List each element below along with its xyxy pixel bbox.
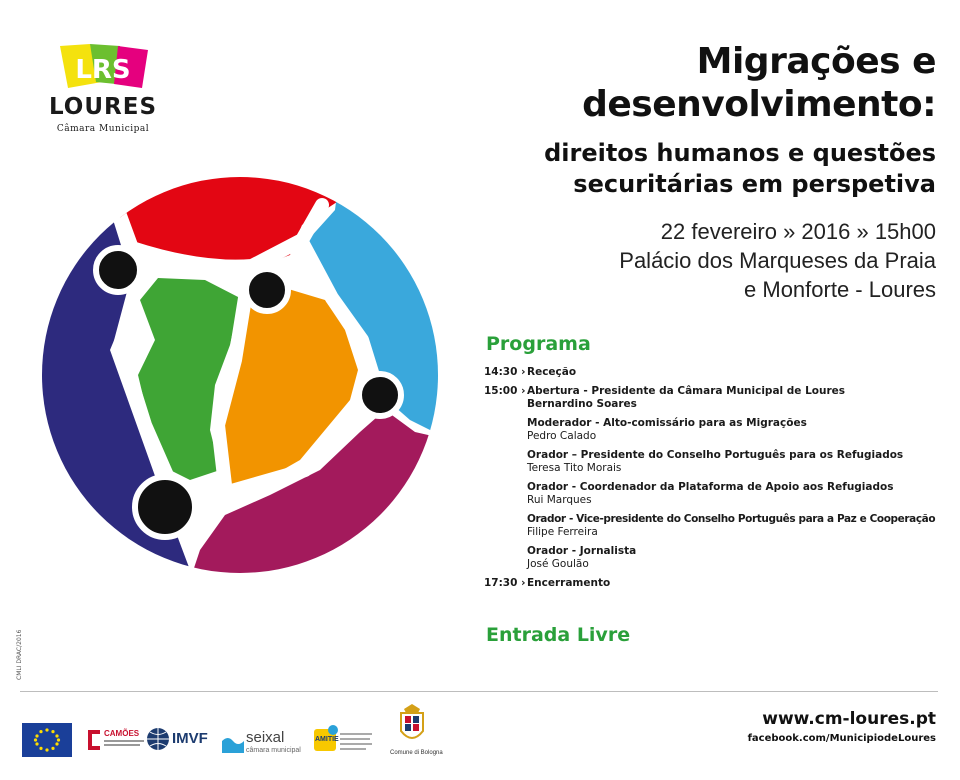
dot-2	[246, 269, 288, 311]
speaker-entry	[527, 417, 944, 443]
speaker-entry	[527, 449, 944, 475]
poster-title	[456, 40, 936, 126]
speaker-entry	[527, 513, 944, 539]
program-item-opening	[484, 385, 944, 411]
loures-logo	[38, 38, 168, 148]
globe-icon	[146, 727, 170, 751]
speaker-role: Orador - Coordenador da Plataforma de Apoio aos Refugiados	[527, 481, 894, 493]
bologna-name: Comune di Bologna	[390, 750, 443, 756]
title-line-2: desenvolvimento:	[582, 84, 936, 125]
subtitle-line-2: securitárias em perspetiva	[573, 170, 936, 198]
speaker-entry	[527, 481, 944, 507]
program-person: Bernardino Soares	[527, 398, 637, 410]
program-label: Receção	[527, 366, 577, 378]
imvf-name: IMVF	[172, 730, 208, 747]
eu-flag-icon	[22, 723, 72, 757]
lrs-logo-mark	[38, 38, 168, 94]
venue-line-1: Palácio dos Marqueses da Praia	[619, 248, 936, 273]
speaker-name: Teresa Tito Morais	[527, 462, 622, 474]
program-speakers	[484, 417, 944, 571]
speaker-entry	[527, 545, 944, 571]
program-time: 15:00 ›	[484, 385, 526, 397]
dot-1	[96, 248, 140, 292]
event-venue	[456, 246, 936, 304]
bologna-crest-icon	[398, 703, 426, 747]
program-role: Abertura - Presidente da Câmara Municipal de Loures	[527, 385, 846, 397]
speaker-name: Rui Marques	[527, 494, 592, 506]
camoes-name: CAMÕES	[104, 729, 140, 738]
program-time: 14:30 ›	[484, 366, 526, 378]
free-entry-label: Entrada Livre	[486, 624, 631, 646]
logo-mark-letters: LRS	[75, 55, 131, 85]
subtitle-line-1: direitos humanos e questões	[544, 139, 936, 167]
speaker-role: Moderador - Alto-comissário para as Migrações	[527, 417, 807, 429]
footer-divider	[20, 691, 938, 692]
side-code: CMLI DRAC/2016	[16, 629, 23, 680]
speaker-role: Orador – Presidente do Conselho Português para os Refugiados	[527, 449, 904, 461]
speaker-name: José Goulão	[527, 558, 589, 570]
migration-heads-emblem	[40, 170, 450, 580]
poster-subtitle	[416, 138, 936, 200]
logo-name: LOURES	[48, 94, 158, 120]
camoes-c-icon	[88, 730, 100, 750]
speaker-role: Orador - Jornalista	[527, 545, 637, 557]
speaker-role: Orador - Vice-presidente do Conselho Português para a Paz e Cooperação	[527, 513, 936, 525]
venue-line-2: e Monforte - Loures	[744, 277, 936, 302]
event-datetime: 22 fevereiro » 2016 » 15h00	[660, 219, 936, 244]
partner-logos	[22, 703, 442, 763]
bologna-logo	[390, 703, 443, 763]
speaker-name: Filipe Ferreira	[527, 526, 598, 538]
seixal-wave-icon	[222, 733, 244, 753]
program-list	[484, 366, 944, 596]
website-link[interactable]: www.cm-loures.pt	[762, 709, 936, 729]
amitie-logo	[314, 725, 374, 757]
facebook-link[interactable]: facebook.com/MunicipiodeLoures	[747, 733, 936, 744]
logo-subtitle: Câmara Municipal	[56, 124, 150, 134]
speaker-name: Pedro Calado	[527, 430, 597, 442]
seixal-subtitle: câmara municipal	[246, 747, 301, 754]
program-label: Encerramento	[527, 577, 611, 589]
program-item-reception	[484, 366, 944, 379]
program-item-closing	[484, 577, 944, 590]
amitie-name: AMITIE	[315, 736, 339, 743]
seixal-name: seixal	[246, 729, 285, 746]
title-line-1: Migrações e	[696, 41, 936, 82]
dot-3	[359, 374, 401, 416]
program-time: 17:30 ›	[484, 577, 526, 589]
program-heading: Programa	[486, 333, 591, 355]
dot-4	[135, 477, 195, 537]
camoes-logo	[88, 727, 148, 755]
